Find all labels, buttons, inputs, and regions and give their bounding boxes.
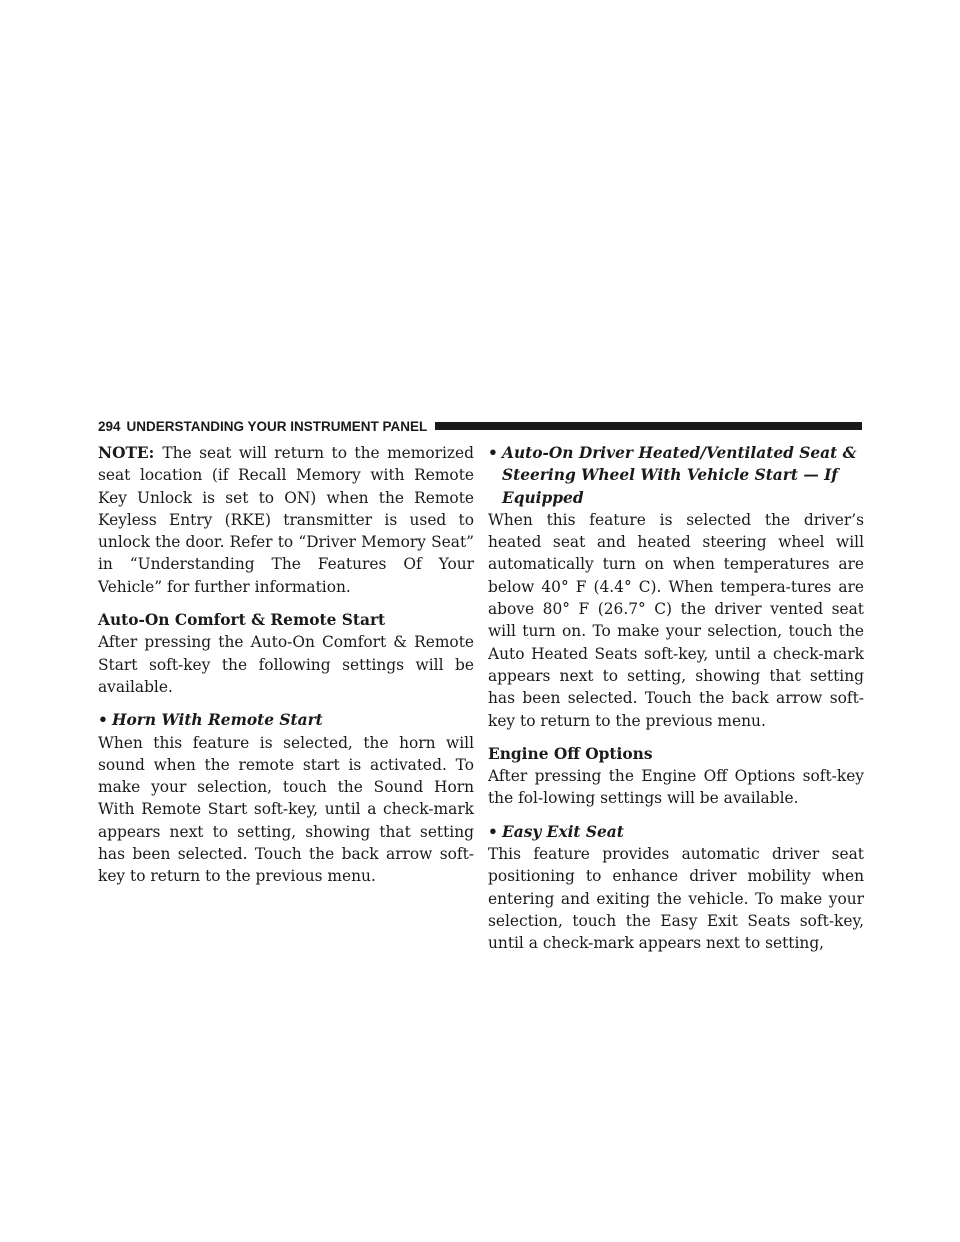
note-text: The seat will return to the memorized seat location (if Recall Memory with Remote Key Unlock is set to ON) when the Remote Keyless Entry (RKE) transmitter is used to unlock the door. Refer to “Driver Memory Seat” in “Understanding The Features Of Your Vehicle” for further information.	[98, 444, 474, 596]
section-title: UNDERSTANDING YOUR INSTRUMENT PANEL	[126, 418, 428, 434]
bullet-auto-on-heated-seat	[488, 442, 864, 509]
engine-off-intro: After pressing the Engine Off Options soft-key the fol-lowing settings will be available.	[488, 767, 864, 808]
note-label: NOTE:	[98, 444, 155, 462]
bullet-easy-exit-seat	[488, 821, 864, 843]
left-column	[98, 442, 474, 888]
page-header	[98, 417, 862, 435]
heading-engine-off-options: Engine Off Options	[488, 744, 653, 763]
bullet-label: Horn With Remote Start	[112, 711, 323, 730]
easy-exit-description: This feature provides automatic driver seat positioning to enhance driver mobility when entering and exiting the vehicle. To make your selection, touch the Easy Exit Seats soft-key, until a check-mark appears next to setting,	[488, 845, 864, 953]
page-number: 294	[98, 418, 121, 434]
bullet-label: Auto-On Driver Heated/Ventilated Seat & Steering Wheel With Vehicle Start — If Equipped	[502, 444, 857, 507]
bullet-horn-with-remote-start	[98, 709, 474, 731]
bullet-dot-icon: •	[488, 444, 498, 462]
right-column	[488, 442, 864, 955]
header-rule	[435, 422, 862, 430]
heated-seat-description: When this feature is selected the driver’s heated seat and heated steering wheel will automatically turn on when temperatures are below 40° F (4.4° C). When tempera-tures are above 80° F (26.7° C) the driver vented seat will turn on. To make your selection, touch the Auto Heated Seats soft-key, until a check-mark appears next to setting, showing that setting has been selected. Touch the back arrow soft-key to return to the previous menu.	[488, 510, 864, 730]
bullet-dot-icon: •	[488, 822, 498, 841]
bullet-dot-icon: •	[98, 711, 108, 730]
heading-auto-on-comfort: Auto-On Comfort & Remote Start	[98, 611, 386, 630]
note-paragraph	[98, 442, 474, 598]
watermark: carmanualsonline.info	[421, 1222, 539, 1236]
horn-description: When this feature is selected, the horn will sound when the remote start is activated. To make your selection, touch the Sound Horn With Remote Start soft-key, until a check-mark appears next to setting, showing that setting has been selected. Touch the back arrow soft-key to return to the previous menu.	[98, 733, 474, 886]
bullet-label: Easy Exit Seat	[502, 822, 624, 841]
auto-on-intro: After pressing the Auto-On Comfort & Remote Start soft-key the following settings will be available.	[98, 633, 474, 696]
